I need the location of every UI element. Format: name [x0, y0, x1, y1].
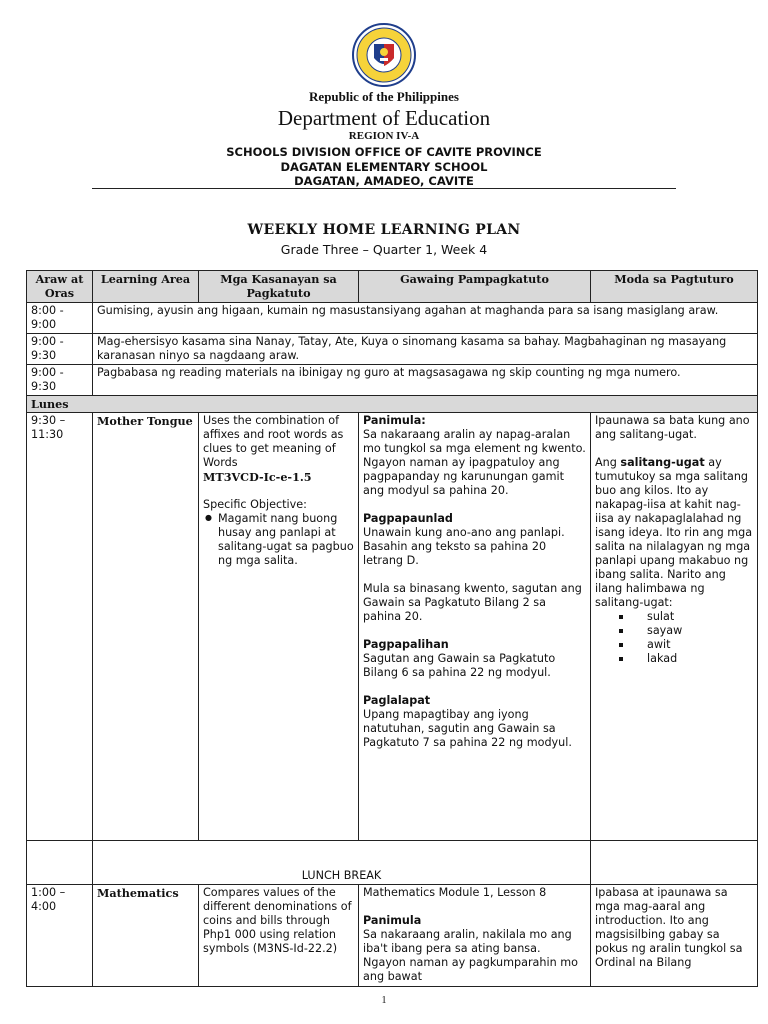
- paunlad-heading: Pagpapaunlad: [363, 512, 453, 525]
- header-time: Araw at Oras: [27, 271, 93, 303]
- page-number: 1: [381, 995, 387, 1006]
- plan-title: WEEKLY HOME LEARNING PLAN: [247, 222, 521, 238]
- mt-tasks-cell: [359, 413, 591, 841]
- panimula-heading: Panimula:: [363, 414, 426, 427]
- table-row: [27, 365, 758, 396]
- math-tasks-cell: [359, 885, 591, 987]
- mode-text-2: Ang salitang-ugat ay tumutukoy sa mga salitang buo ang kilos. Ito ay nakapag-iisa at kahit nag-iisa ay nakapaglalahad ng isang ideya. Ito rin ang mga salita na nilalagyan ng mga panlapi upang makabuo ng ibang salita. Narito ang ilang halimbawa ng salitang-ugat:: [595, 456, 753, 609]
- lunch-row: [27, 841, 758, 885]
- header-mode: Moda sa Pagtuturo: [591, 271, 758, 303]
- lalapat-text: Upang mapagtibay ang iyong natutuhan, sagutin ang Gawain sa Pagkatuto 7 sa pahina 22 ng modyul.: [363, 708, 572, 749]
- math-panimula-text: Sa nakaraang aralin, nakilala mo ang iba't ibang pera sa ating bansa. Ngayon naman ay pagkumparahin mo ang bawat: [363, 928, 578, 983]
- header-competency: Mga Kasanayan sa Pagkatuto: [199, 271, 359, 303]
- table-header-row: [27, 271, 758, 303]
- objective-text: ● Magamit nang buong husay ang panlapi at salitang-ugat sa pagbuo ng mga salita.: [217, 512, 354, 567]
- republic-line: [0, 89, 768, 105]
- region-line: [0, 130, 768, 142]
- school-name: DAGATAN ELEMENTARY SCHOOL: [280, 160, 488, 174]
- mode-text-1: Ipaunawa sa bata kung ano ang salitang-ugat.: [595, 414, 750, 441]
- table-row: [27, 303, 758, 334]
- mathematics-row: [27, 885, 758, 987]
- math-panimula-heading: Panimula: [363, 914, 422, 927]
- row-activity: Mag-ehersisyo kasama sina Nanay, Tatay, Ate, Kuya o sinomang kasama sa bahay. Magbahaginan ng masayang karanasan ninyo sa nagdaang araw.: [93, 334, 758, 365]
- mt-mode-cell: [591, 413, 758, 841]
- list-item: lakad: [619, 652, 753, 666]
- deped-seal-logo: [343, 22, 425, 88]
- paunlad-text-1: Unawain kung ano-ano ang panlapi. Basahin ang teksto sa pahina 20 letrang D.: [363, 526, 565, 567]
- row-activity: Pagbabasa ng reading materials na ibinigay ng guro at magsasagawa ng skip counting ng mga numero.: [93, 365, 758, 396]
- region-text: REGION IV-A: [348, 130, 420, 142]
- list-item: awit: [619, 638, 753, 652]
- office-line: [0, 145, 768, 159]
- day-label: Lunes: [27, 396, 758, 413]
- row-time: 9:00 - 9:30: [27, 334, 93, 365]
- paunlad-text-2: Mula sa binasang kwento, sagutan ang Gawain sa Pagkatuto Bilang 2 sa pahina 20.: [363, 582, 582, 623]
- objective-label: Specific Objective:: [203, 498, 307, 511]
- header-area: Learning Area: [93, 271, 199, 303]
- mt-competency-cell: [199, 413, 359, 841]
- division-office-text: SCHOOLS DIVISION OFFICE OF CAVITE PROVINCE: [226, 145, 542, 159]
- department-title: Department of Education: [277, 106, 491, 130]
- mt-time: 9:30 – 11:30: [27, 413, 93, 841]
- math-mode: Ipabasa at ipaunawa sa mga mag-aaral ang introduction. Ito ang magsisilbing gabay sa pokus ng aralin tungkol sa Ordinal na Bilang: [591, 885, 758, 987]
- list-item: sayaw: [619, 624, 753, 638]
- palihan-text: Sagutan ang Gawain sa Pagkatuto Bilang 6 sa pahina 22 ng modyul.: [363, 652, 556, 679]
- mt-code: MT3VCD-Ic-e-1.5: [203, 470, 312, 484]
- palihan-heading: Pagpapalihan: [363, 638, 449, 651]
- math-competency: Compares values of the different denominations of coins and bills through Php1 000 using relation symbols (M3NS-Id-22.2): [199, 885, 359, 987]
- header-tasks: Gawaing Pampagkatuto: [359, 271, 591, 303]
- republic-text: Republic of the Philippines: [309, 89, 459, 104]
- table-row: [27, 334, 758, 365]
- math-time: 1:00 – 4:00: [27, 885, 93, 987]
- row-activity: Gumising, ayusin ang higaan, kumain ng masustansiyang agahan at maghanda para sa isang masiglang araw.: [93, 303, 758, 334]
- lalapat-heading: Paglalapat: [363, 694, 431, 707]
- mt-area: Mother Tongue: [93, 413, 199, 841]
- school-line: [0, 160, 768, 174]
- plan-subtitle: Grade Three – Quarter 1, Week 4: [280, 242, 488, 257]
- mt-competency: Uses the combination of affixes and root words as clues to get meaning of Words: [203, 414, 344, 469]
- row-time: 9:00 - 9:30: [27, 365, 93, 396]
- lunch-break-label: LUNCH BREAK: [93, 841, 591, 885]
- examples-list: [595, 610, 753, 666]
- school-address: DAGATAN, AMADEO, CAVITE: [294, 174, 474, 188]
- panimula-text-2: Ngayon naman ay ipagpatuloy ang pagpapanday ng karunungan gamit ang modyul sa pahina 20.: [363, 456, 564, 497]
- mother-tongue-row: [27, 413, 758, 841]
- department-line: [0, 106, 768, 131]
- address-line: [0, 174, 768, 188]
- math-module: Mathematics Module 1, Lesson 8: [363, 886, 547, 899]
- salitang-ugat-term: salitang-ugat: [620, 456, 705, 469]
- learning-plan-table: [26, 270, 758, 987]
- math-area: Mathematics: [93, 885, 199, 987]
- list-item: sulat: [619, 610, 753, 624]
- header-divider: [92, 188, 676, 189]
- panimula-text-1: Sa nakaraang aralin ay napag-aralan mo tungkol sa mga element ng kwento.: [363, 428, 586, 455]
- row-time: 8:00 - 9:00: [27, 303, 93, 334]
- day-row: [27, 396, 758, 413]
